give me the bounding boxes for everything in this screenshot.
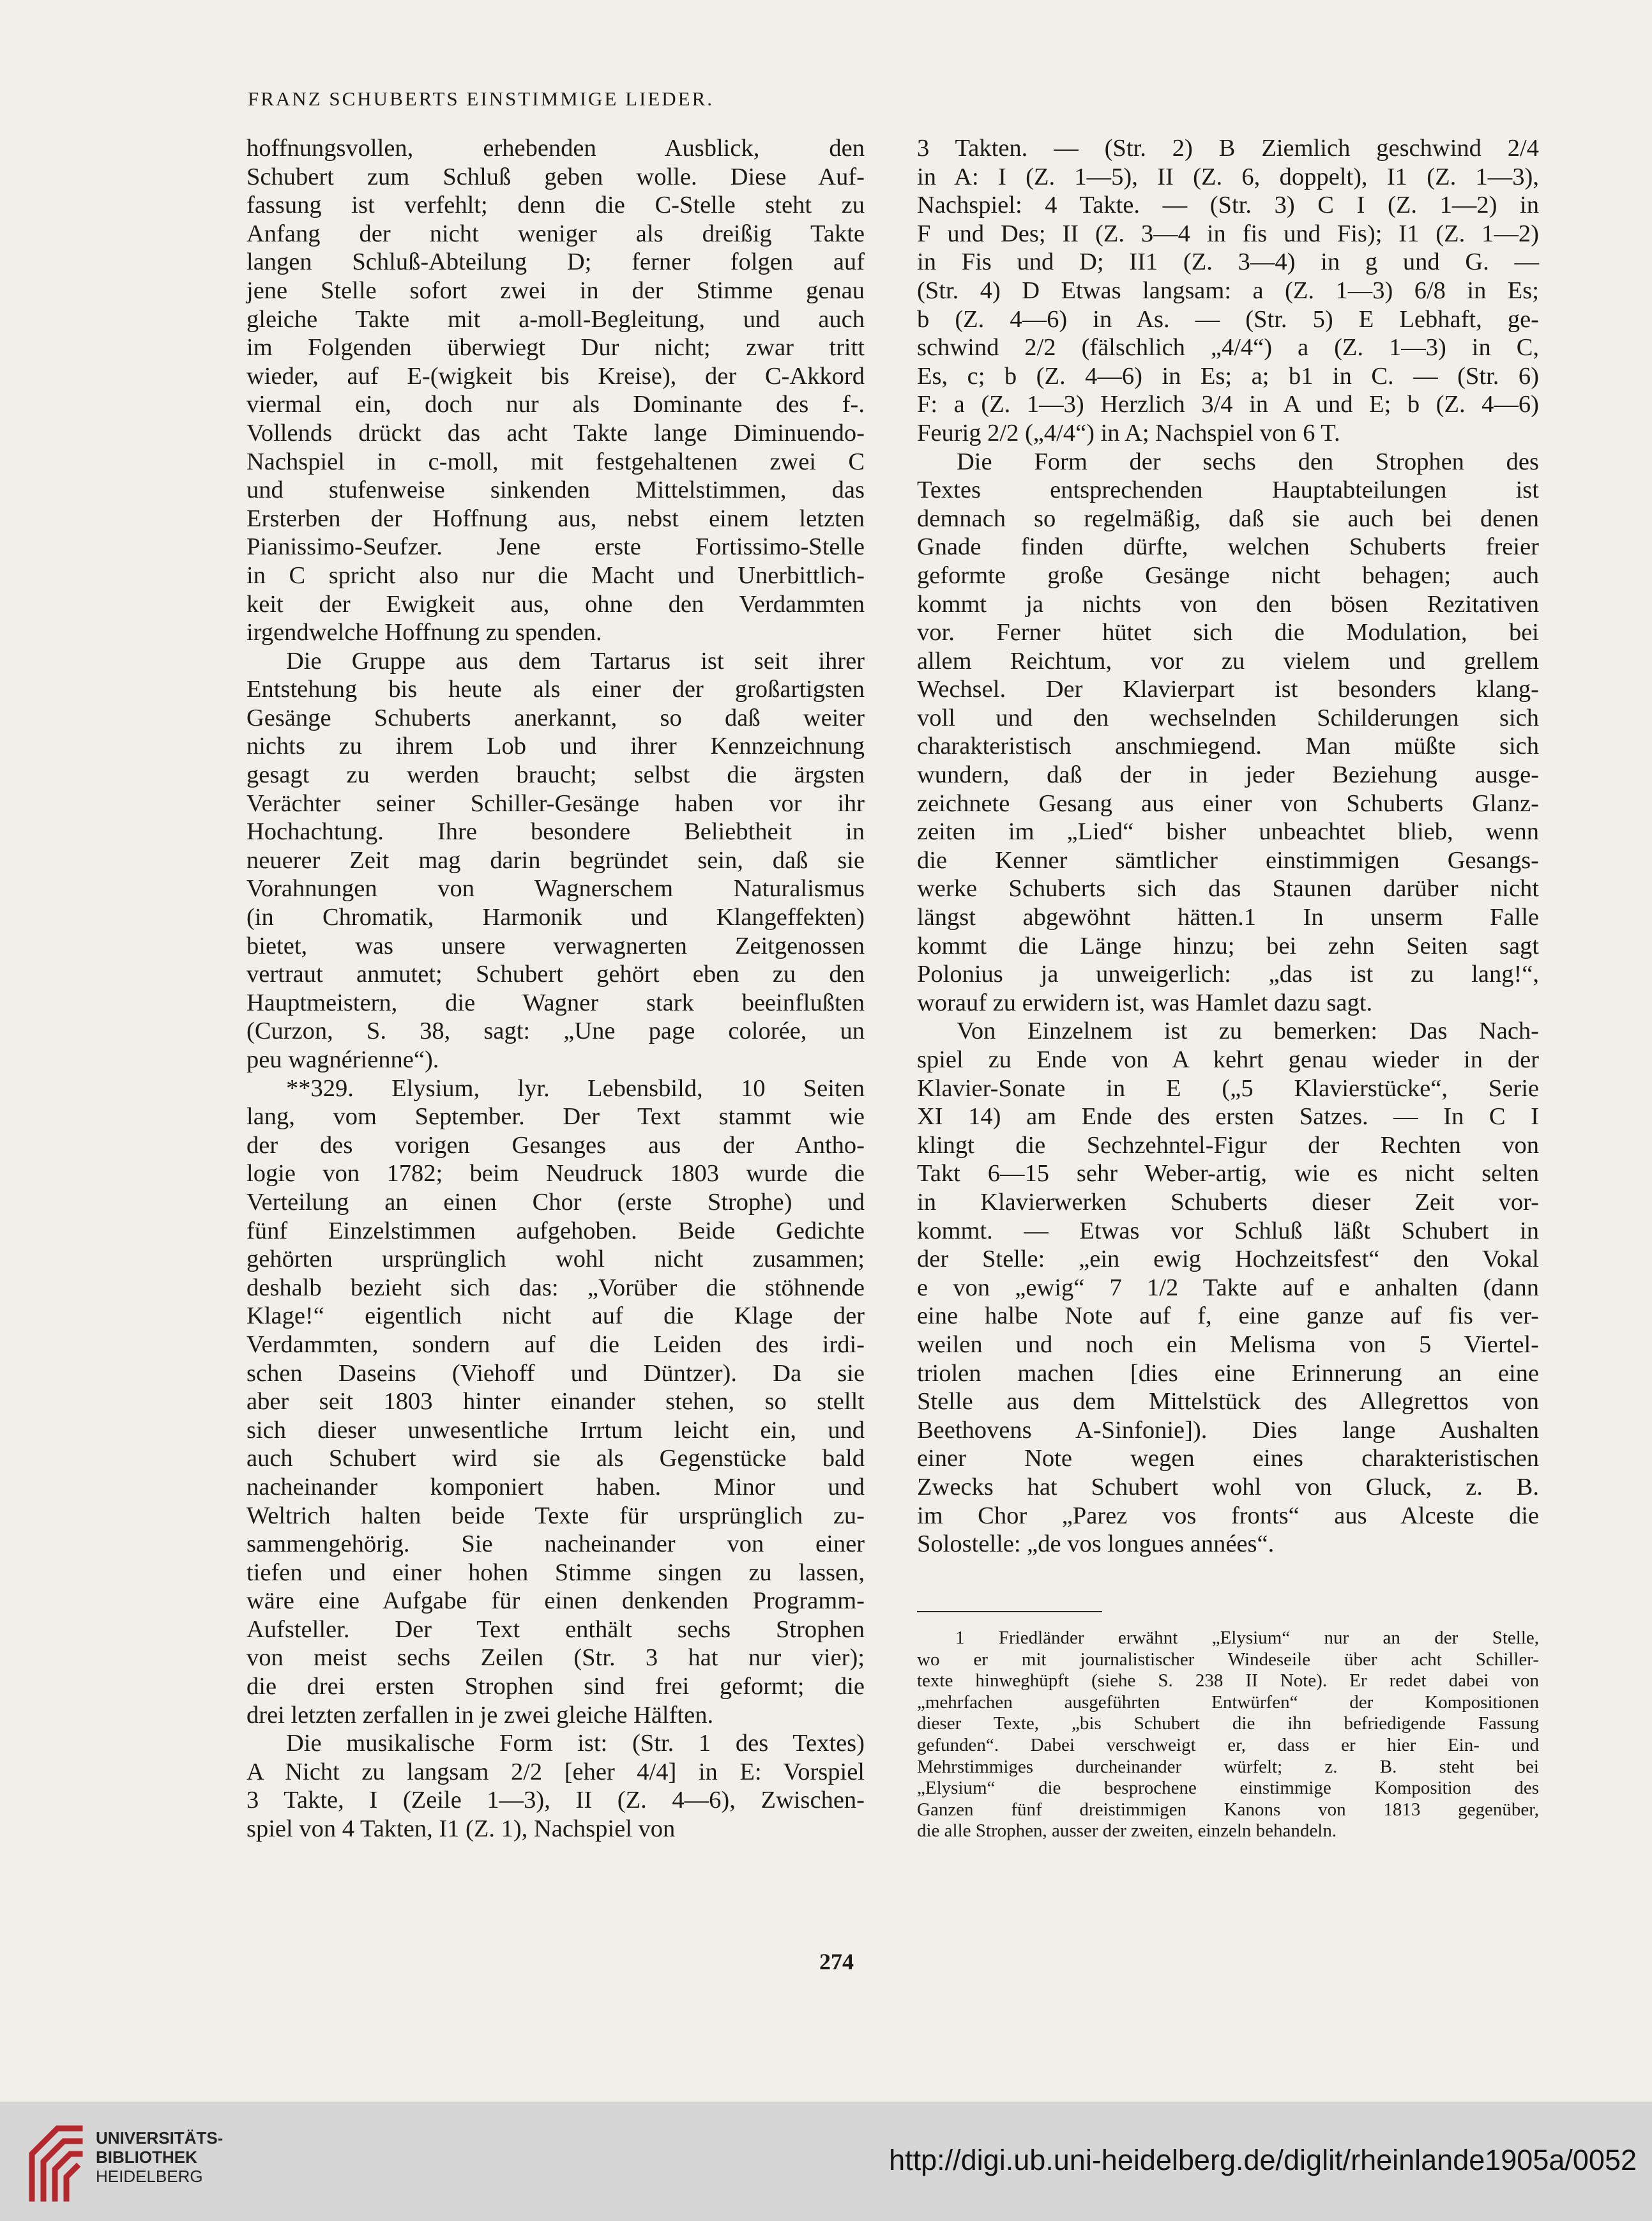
text-line: tiefen und einer hohen Stimme singen zu lassen, bbox=[246, 1559, 865, 1586]
text-line: Wechsel. Der Klavierpart ist besonders klang- bbox=[917, 676, 1539, 703]
text-line: vertraut anmutet; Schubert gehört eben zu den bbox=[246, 961, 865, 988]
text-line: voll und den wechselnden Schilderungen sich bbox=[917, 704, 1539, 731]
text-line: F und Des; II (Z. 3—4 in fis und Fis); I1 (Z. 1—2) bbox=[917, 220, 1539, 247]
footnote-line: dieser Texte, „bis Schubert die ihn befriedigende Fassung bbox=[917, 1713, 1539, 1734]
text-line: fünf Einzelstimmen aufgehoben. Beide Gedichte bbox=[246, 1217, 865, 1244]
text-line: (in Chromatik, Harmonik und Klangeffekten) bbox=[246, 904, 865, 931]
text-line: Gesänge Schuberts anerkannt, so daß weiter bbox=[246, 704, 865, 731]
text-line: Die musikalische Form ist: (Str. 1 des Textes) bbox=[286, 1730, 865, 1757]
text-line: A Nicht zu langsam 2/2 [eher 4/4] in E: Vorspiel bbox=[246, 1758, 865, 1785]
text-line: Verächter seiner Schiller-Gesänge haben vor ihr bbox=[246, 790, 865, 817]
text-line: viermal ein, doch nur als Dominante des f-. bbox=[246, 391, 865, 418]
text-line: geformte große Gesänge nicht behagen; auch bbox=[917, 561, 1539, 589]
text-line: lang, vom September. Der Text stammt wie bbox=[246, 1103, 865, 1131]
text-line: e von „ewig“ 7 1/2 Takte auf e anhalten (dann bbox=[917, 1274, 1539, 1301]
text-line: sich dieser unwesentliche Irrtum leicht ein, und bbox=[246, 1416, 865, 1444]
page-number: 274 bbox=[819, 1949, 854, 1974]
text-line: Polonius ja unweigerlich: „das ist zu lang!“, bbox=[917, 961, 1539, 988]
text-line: nacheinander komponiert haben. Minor und bbox=[246, 1473, 865, 1500]
text-line: im Folgenden überwiegt Dur nicht; zwar tritt bbox=[246, 334, 865, 362]
text-line: Aufsteller. Der Text enthält sechs Strophen bbox=[246, 1615, 865, 1643]
footnote-line: gefunden“. Dabei verschweigt er, dass er hier Ein- und bbox=[917, 1734, 1539, 1755]
text-line: der Stelle: „ein ewig Hochzeitsfest“ den Vokal bbox=[917, 1246, 1539, 1273]
text-line: worauf zu erwidern ist, was Hamlet dazu sagt. bbox=[917, 989, 1373, 1016]
text-line: Es, c; b (Z. 4—6) in Es; a; b1 in C. — (Str. 6) bbox=[917, 362, 1539, 390]
text-line: auch Schubert wird sie als Gegenstücke bald bbox=[246, 1445, 865, 1472]
text-line: in Fis und D; II1 (Z. 3—4) in g und G. — bbox=[917, 248, 1539, 276]
footnote bbox=[917, 1628, 1539, 1842]
text-line: langen Schluß-Abteilung D; ferner folgen auf bbox=[246, 248, 865, 276]
text-line: 3 Takten. — (Str. 2) B Ziemlich geschwind 2/4 bbox=[917, 135, 1539, 162]
text-line: Feurig 2/2 („4/4“) in A; Nachspiel von 6 T. bbox=[917, 419, 1340, 446]
text-line: Klavier-Sonate in E („5 Klavierstücke“, Serie bbox=[917, 1074, 1539, 1102]
text-line: 3 Takte, I (Zeile 1—3), II (Z. 4—6), Zwischen- bbox=[246, 1787, 865, 1814]
text-line: drei letzten zerfallen in je zwei gleiche Hälften. bbox=[246, 1701, 714, 1729]
text-line: vor. Ferner hütet sich die Modulation, bei bbox=[917, 619, 1539, 646]
text-line: fassung ist verfehlt; denn die C-Stelle steht zu bbox=[246, 192, 865, 219]
permalink-url[interactable]: http://digi.ub.uni-heidelberg.de/diglit/rheinlande1905a/0052 bbox=[889, 2144, 1637, 2176]
text-line: spiel zu Ende von A kehrt genau wieder in der bbox=[917, 1046, 1539, 1073]
text-line: Anfang der nicht weniger als dreißig Takte bbox=[246, 220, 865, 247]
text-line: XI 14) am Ende des ersten Satzes. — In C I bbox=[917, 1103, 1539, 1131]
text-line: Pianissimo-Seufzer. Jene erste Fortissimo-Stelle bbox=[246, 533, 865, 561]
text-line: Nachspiel: 4 Takte. — (Str. 3) C I (Z. 1—2) in bbox=[917, 192, 1539, 219]
text-line: in A: I (Z. 1—5), II (Z. 6, doppelt), I1 (Z. 1—3), bbox=[917, 163, 1539, 190]
text-line: Klage!“ eigentlich nicht auf die Klage der bbox=[246, 1302, 865, 1330]
footnote-line: 1 Friedländer erwähnt „Elysium“ nur an der Stelle, bbox=[955, 1628, 1539, 1648]
library-name-line3: HEIDELBERG bbox=[96, 2167, 203, 2186]
text-line: weilen und noch ein Melisma von 5 Viertel- bbox=[917, 1331, 1539, 1358]
footnote-line: „Elysium“ die besprochene einstimmige Komposition des bbox=[917, 1778, 1539, 1799]
text-line: Nachspiel in c-moll, mit festgehaltenen zwei C bbox=[246, 448, 865, 475]
text-line: schen Daseins (Viehoff und Düntzer). Da sie bbox=[246, 1359, 865, 1387]
text-line: Hauptmeistern, die Wagner stark beeinflußten bbox=[246, 989, 865, 1016]
text-line: jene Stelle sofort zwei in der Stimme genau bbox=[246, 277, 865, 304]
text-line: werke Schuberts sich das Staunen darüber nicht bbox=[917, 875, 1539, 903]
text-line: logie von 1782; beim Neudruck 1803 wurde die bbox=[246, 1160, 865, 1187]
text-line: b (Z. 4—6) in As. — (Str. 5) E Lebhaft, ge- bbox=[917, 305, 1539, 333]
text-line: Entstehung bis heute als einer der großartigsten bbox=[246, 676, 865, 703]
library-name-line1: UNIVERSITÄTS- bbox=[96, 2128, 224, 2148]
text-line: allem Reichtum, vor zu vielem und grellem bbox=[917, 647, 1539, 675]
text-line: im Chor „Parez vos fronts“ aus Alceste die bbox=[917, 1502, 1539, 1529]
right-column bbox=[917, 134, 1539, 1559]
text-line: Die Form der sechs den Strophen des bbox=[957, 448, 1539, 475]
text-line: längst abgewöhnt hätten.1 In unserm Falle bbox=[917, 904, 1539, 931]
text-line: von meist sechs Zeilen (Str. 3 hat nur vier); bbox=[246, 1644, 865, 1672]
library-name-line2: BIBLIOTHEK bbox=[96, 2148, 197, 2167]
text-line: Ersterben der Hoffnung aus, nebst einem letzten bbox=[246, 505, 865, 532]
text-line: kommt ja nichts von den bösen Rezitativen bbox=[917, 590, 1539, 618]
text-line: peu wagnérienne“). bbox=[246, 1046, 439, 1073]
footnote-line: die alle Strophen, ausser der zweiten, einzeln behandeln. bbox=[917, 1820, 1337, 1842]
text-line: zeiten im „Lied“ bisher unbeachtet blieb, wenn bbox=[917, 818, 1539, 846]
text-line: aber seit 1803 hinter einander stehen, so stellt bbox=[246, 1388, 865, 1416]
text-line: gehörten ursprünglich wohl nicht zusammen; bbox=[246, 1246, 865, 1273]
text-line: Stelle aus dem Mittelstück des Allegrettos von bbox=[917, 1388, 1539, 1416]
text-line: (Curzon, S. 38, sagt: „Une page colorée, un bbox=[246, 1018, 865, 1045]
footnote-line: wo er mit journalistischer Windeseile über acht Schiller- bbox=[917, 1649, 1539, 1670]
text-line: wäre eine Aufgabe für einen denkenden Programm- bbox=[246, 1587, 865, 1615]
text-line: bietet, was unsere verwagnerten Zeitgenossen bbox=[246, 932, 865, 959]
text-line: keit der Ewigkeit aus, ohne den Verdammten bbox=[246, 590, 865, 618]
text-line: Die Gruppe aus dem Tartarus ist seit ihrer bbox=[286, 647, 865, 675]
text-line: Verdammten, sondern auf die Leiden des irdi- bbox=[246, 1331, 865, 1358]
footnote-divider bbox=[917, 1611, 1102, 1612]
text-line: Vollends drückt das acht Takte lange Diminuendo- bbox=[246, 419, 865, 446]
text-line: Hochachtung. Ihre besondere Beliebtheit in bbox=[246, 818, 865, 846]
text-line: eine halbe Note auf f, eine ganze auf fis ver- bbox=[917, 1302, 1539, 1330]
text-line: Von Einzelnem ist zu bemerken: Das Nach- bbox=[957, 1018, 1539, 1045]
text-line: Zwecks hat Schubert wohl von Gluck, z. B. bbox=[917, 1473, 1539, 1500]
text-line: Solostelle: „de vos longues années“. bbox=[917, 1530, 1275, 1558]
text-line: **329. Elysium, lyr. Lebensbild, 10 Seiten bbox=[286, 1074, 865, 1102]
left-column bbox=[246, 134, 865, 1843]
text-line: (Str. 4) D Etwas langsam: a (Z. 1—3) 6/8 in Es; bbox=[917, 277, 1539, 304]
footnote-line: Ganzen fünf dreistimmigen Kanons von 1813 gegenüber, bbox=[917, 1799, 1539, 1820]
running-head: FRANZ SCHUBERTS EINSTIMMIGE LIEDER. bbox=[248, 88, 715, 110]
text-line: kommt die Länge hinzu; bei zehn Seiten sagt bbox=[917, 932, 1539, 959]
text-line: der des vorigen Gesanges aus der Antho- bbox=[246, 1131, 865, 1159]
library-logo-icon bbox=[19, 2116, 89, 2205]
viewer-footer bbox=[0, 2102, 1652, 2221]
text-line: wieder, auf E-(wigkeit bis Kreise), der C-Akkord bbox=[246, 362, 865, 390]
text-line: hoffnungsvollen, erhebenden Ausblick, den bbox=[246, 135, 865, 162]
library-name bbox=[96, 2128, 223, 2186]
text-line: einer Note wegen eines charakteristischen bbox=[917, 1445, 1539, 1472]
text-line: gleiche Takte mit a-moll-Begleitung, und auch bbox=[246, 305, 865, 333]
text-line: und stufenweise sinkenden Mittelstimmen, das bbox=[246, 477, 865, 504]
text-line: Verteilung an einen Chor (erste Strophe) und bbox=[246, 1188, 865, 1216]
text-line: triolen machen [dies eine Erinnerung an eine bbox=[917, 1359, 1539, 1387]
text-line: klingt die Sechzehntel-Figur der Rechten von bbox=[917, 1131, 1539, 1159]
text-line: schwind 2/2 (fälschlich „4/4“) a (Z. 1—3) in C, bbox=[917, 334, 1539, 362]
text-line: in Klavierwerken Schuberts dieser Zeit vor- bbox=[917, 1188, 1539, 1216]
text-line: die drei ersten Strophen sind frei geformt; die bbox=[246, 1673, 865, 1700]
text-line: wundern, daß der in jeder Beziehung ausge- bbox=[917, 761, 1539, 789]
text-line: charakteristisch anschmiegend. Man müßte sich bbox=[917, 733, 1539, 760]
text-line: kommt. — Etwas vor Schluß läßt Schubert in bbox=[917, 1217, 1539, 1244]
text-line: gesagt zu werden braucht; selbst die ärgsten bbox=[246, 761, 865, 789]
footnote-line: texte hinweghüpft (siehe S. 238 II Note). Er redet dabei von bbox=[917, 1670, 1539, 1691]
text-line: nichts zu ihrem Lob und ihrer Kennzeichnung bbox=[246, 733, 865, 760]
footnote-line: „mehrfachen ausgeführten Entwürfen“ der Kompositionen bbox=[917, 1691, 1539, 1713]
text-line: Weltrich halten beide Texte für ursprünglich zu- bbox=[246, 1502, 865, 1529]
text-line: Takt 6—15 sehr Weber-artig, wie es nicht selten bbox=[917, 1160, 1539, 1187]
text-line: Beethovens A-Sinfonie]). Dies lange Aushalten bbox=[917, 1416, 1539, 1444]
text-line: irgendwelche Hoffnung zu spenden. bbox=[246, 619, 602, 646]
text-line: F: a (Z. 1—3) Herzlich 3/4 in A und E; b (Z. 4—6) bbox=[917, 391, 1539, 418]
text-line: neuerer Zeit mag darin begründet sein, daß sie bbox=[246, 846, 865, 874]
text-line: spiel von 4 Takten, I1 (Z. 1), Nachspiel von bbox=[246, 1815, 676, 1843]
text-line: Vorahnungen von Wagnerschem Naturalismus bbox=[246, 875, 865, 903]
text-line: deshalb bezieht sich das: „Vorüber die stöhnende bbox=[246, 1274, 865, 1301]
text-line: demnach so regelmäßig, daß sie auch bei denen bbox=[917, 505, 1539, 532]
text-line: die Kenner sämtlicher einstimmigen Gesangs- bbox=[917, 846, 1539, 874]
text-line: zeichnete Gesang aus einer von Schuberts Glanz- bbox=[917, 790, 1539, 817]
text-line: Gnade finden dürfte, welchen Schuberts freier bbox=[917, 533, 1539, 561]
text-line: Textes entsprechenden Hauptabteilungen ist bbox=[917, 477, 1539, 504]
text-line: in C spricht also nur die Macht und Unerbittlich- bbox=[246, 561, 865, 589]
text-line: Schubert zum Schluß geben wolle. Diese Auf- bbox=[246, 163, 865, 190]
footnote-line: Mehrstimmiges durcheinander würfelt; z. B. steht bei bbox=[917, 1756, 1539, 1777]
text-line: sammengehörig. Sie nacheinander von einer bbox=[246, 1530, 865, 1558]
